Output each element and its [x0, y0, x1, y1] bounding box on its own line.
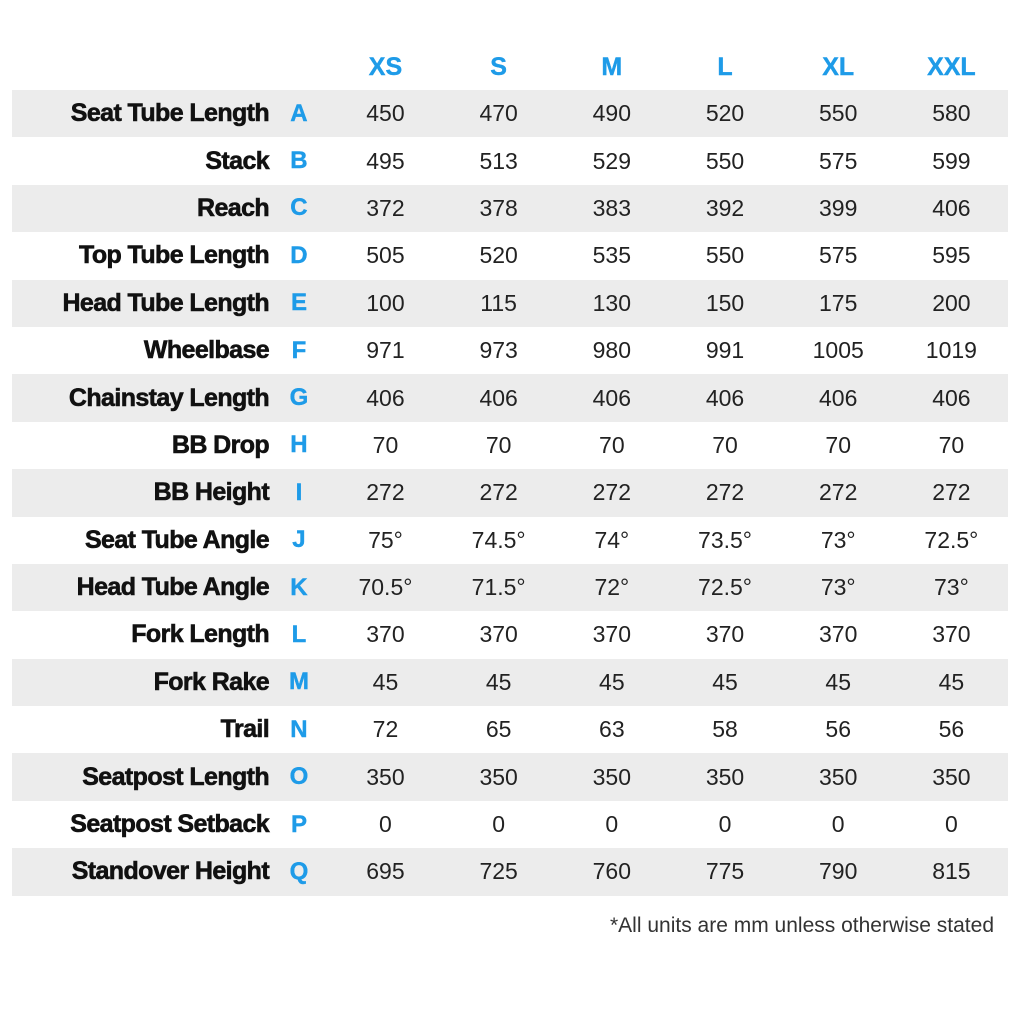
- table-row: [12, 374, 1008, 421]
- row-label: BB Drop: [171, 430, 270, 459]
- row-label: Head Tube Length: [62, 288, 270, 317]
- table-cell: 72.5°: [924, 526, 979, 553]
- table-cell: 370: [932, 621, 971, 648]
- table-cell: 115: [480, 289, 517, 316]
- table-cell: 370: [705, 621, 745, 648]
- table-cell: 760: [592, 858, 632, 885]
- table-cell: 73°: [934, 574, 969, 601]
- table-cell: 406: [592, 384, 632, 411]
- table-cell: 350: [705, 763, 745, 790]
- table-cell: 0: [379, 811, 392, 838]
- table-cell: 272: [592, 479, 632, 506]
- table-cell: 0: [492, 811, 506, 838]
- table-cell: 370: [479, 621, 518, 648]
- table-cell: 495: [366, 147, 405, 174]
- table-row: [12, 801, 1008, 848]
- table-row: [12, 659, 1008, 706]
- table-cell: 575: [819, 147, 858, 174]
- table-cell: 370: [819, 621, 858, 648]
- row-label: Trail: [220, 715, 270, 744]
- row-label: Stack: [205, 146, 270, 175]
- table-cell: 45: [712, 668, 738, 695]
- table-cell: 70.5°: [358, 574, 413, 601]
- table-cell: 406: [932, 384, 971, 411]
- table-cell: 406: [479, 384, 518, 411]
- size-header-s: S: [490, 52, 507, 81]
- table-row: [12, 564, 1008, 611]
- table-cell: 70: [938, 431, 965, 458]
- row-letter: F: [291, 336, 307, 364]
- row-label: Chainstay Length: [68, 383, 270, 412]
- table-cell: 65: [485, 716, 512, 743]
- table-row: [12, 280, 1008, 327]
- table-cell: 272: [366, 479, 405, 506]
- table-cell: 45: [372, 668, 399, 695]
- size-header-xxl: XXL: [927, 52, 976, 81]
- table-cell: 370: [366, 621, 405, 648]
- table-cell: 971: [366, 337, 405, 364]
- table-cell: 350: [479, 763, 518, 790]
- table-cell: 45: [938, 668, 965, 695]
- table-cell: 73°: [820, 526, 856, 553]
- row-label: Head Tube Angle: [76, 573, 270, 602]
- table-cell: 535: [592, 242, 632, 269]
- table-cell: 550: [705, 147, 745, 174]
- table-cell: 450: [366, 100, 405, 127]
- table-cell: 175: [819, 289, 858, 316]
- table-row: [12, 232, 1008, 279]
- table-cell: 513: [479, 147, 518, 174]
- row-letter: O: [289, 763, 309, 791]
- table-cell: 272: [705, 479, 745, 506]
- table-cell: 0: [605, 811, 619, 838]
- table-cell: 73.5°: [698, 526, 752, 553]
- table-cell: 70: [712, 431, 738, 458]
- units-footnote: *All units are mm unless otherwise stated: [610, 914, 994, 937]
- table-cell: 980: [592, 337, 632, 364]
- row-letter: J: [292, 526, 306, 554]
- row-letter: Q: [289, 857, 309, 885]
- table-cell: 580: [932, 100, 971, 127]
- table-cell: 599: [932, 147, 971, 174]
- table-row: [12, 706, 1008, 753]
- table-cell: 550: [705, 242, 745, 269]
- table-cell: 72: [372, 716, 399, 743]
- row-letter: N: [290, 715, 308, 743]
- table-cell: 350: [932, 763, 971, 790]
- table-cell: 74°: [594, 526, 630, 553]
- table-cell: 695: [366, 858, 405, 885]
- row-letter: C: [290, 194, 308, 222]
- row-label: Top Tube Length: [79, 241, 270, 270]
- table-row: [12, 848, 1008, 895]
- table-row: [12, 185, 1008, 232]
- table-cell: 272: [479, 479, 518, 506]
- table-cell: 70: [372, 431, 399, 458]
- table-cell: 45: [485, 668, 512, 695]
- table-cell: 406: [705, 384, 745, 411]
- table-cell: 550: [819, 100, 858, 127]
- row-letter: K: [290, 573, 308, 601]
- table-cell: 505: [366, 242, 405, 269]
- table-cell: 71.5°: [471, 574, 526, 601]
- table-cell: 0: [831, 811, 845, 838]
- table-cell: 991: [705, 337, 745, 364]
- row-label: Seat Tube Length: [70, 99, 270, 128]
- table-cell: 73°: [820, 574, 856, 601]
- row-letter: G: [289, 384, 309, 412]
- row-letter: E: [290, 289, 307, 317]
- table-cell: 45: [599, 668, 625, 695]
- size-header-row: [12, 44, 1008, 90]
- row-label: Fork Rake: [153, 667, 270, 696]
- table-cell: 775: [705, 858, 745, 885]
- table-cell: 130: [592, 289, 632, 316]
- table-cell: 815: [932, 858, 971, 885]
- table-cell: 70: [825, 431, 851, 458]
- size-header-xs: XS: [368, 52, 403, 81]
- table-cell: 150: [705, 289, 745, 316]
- row-label: Seat Tube Angle: [84, 525, 270, 554]
- row-label: Standover Height: [71, 857, 270, 886]
- row-label: Reach: [197, 193, 270, 222]
- row-letter: L: [291, 620, 307, 648]
- table-body: [12, 90, 1008, 896]
- size-header-xl: XL: [822, 52, 855, 81]
- row-label: Seatpost Setback: [70, 810, 270, 839]
- table-cell: 350: [592, 763, 632, 790]
- table-row: [12, 327, 1008, 374]
- table-cell: 0: [944, 811, 958, 838]
- table-cell: 63: [599, 716, 625, 743]
- row-label: BB Height: [153, 478, 270, 507]
- table-cell: 45: [825, 668, 851, 695]
- table-cell: 490: [592, 100, 632, 127]
- table-cell: 790: [819, 858, 858, 885]
- table-cell: 520: [705, 100, 745, 127]
- row-letter: B: [290, 147, 308, 175]
- table-cell: 378: [479, 194, 518, 221]
- row-label: Fork Length: [131, 620, 270, 649]
- table-row: [12, 90, 1008, 137]
- row-letter: M: [288, 668, 309, 696]
- table-cell: 399: [819, 194, 858, 221]
- table-row: [12, 422, 1008, 469]
- table-cell: 56: [825, 716, 851, 743]
- table-cell: 406: [366, 384, 405, 411]
- table-cell: 350: [819, 763, 858, 790]
- table-row: [12, 753, 1008, 800]
- table-row: [12, 137, 1008, 184]
- table-cell: 0: [718, 811, 732, 838]
- table-cell: 70: [599, 431, 625, 458]
- table-cell: 529: [592, 147, 632, 174]
- table-cell: 383: [592, 194, 632, 221]
- size-header-l: L: [717, 52, 733, 81]
- table-cell: 100: [366, 289, 405, 316]
- table-cell: 350: [366, 763, 405, 790]
- table-cell: 406: [932, 194, 971, 221]
- table-cell: 272: [932, 479, 971, 506]
- table-cell: 58: [712, 716, 738, 743]
- row-label: Seatpost Length: [82, 762, 270, 791]
- row-letter: A: [290, 99, 308, 127]
- table-cell: 272: [819, 479, 858, 506]
- table-cell: 725: [479, 858, 518, 885]
- table-cell: 56: [938, 716, 965, 743]
- table-cell: 1019: [925, 337, 977, 364]
- table-row: [12, 611, 1008, 658]
- table-cell: 406: [819, 384, 858, 411]
- table-cell: 70: [485, 431, 512, 458]
- table-row: [12, 469, 1008, 516]
- table-cell: 520: [479, 242, 518, 269]
- table-row: [12, 517, 1008, 564]
- table-cell: 595: [932, 242, 971, 269]
- table-cell: 72°: [594, 574, 630, 601]
- table-cell: 470: [479, 100, 518, 127]
- table-cell: 1005: [812, 337, 864, 364]
- table-cell: 370: [592, 621, 632, 648]
- row-letter: P: [290, 810, 307, 838]
- geometry-table: [12, 44, 1008, 896]
- table-cell: 575: [819, 242, 858, 269]
- table-cell: 75°: [368, 526, 403, 553]
- table-cell: 392: [705, 194, 745, 221]
- table-cell: 74.5°: [471, 526, 526, 553]
- table-cell: 973: [479, 337, 518, 364]
- row-label: Wheelbase: [143, 336, 270, 365]
- row-letter: D: [290, 241, 308, 269]
- table-cell: 200: [932, 289, 971, 316]
- table-cell: 372: [366, 194, 405, 221]
- size-header-m: M: [601, 52, 623, 81]
- row-letter: I: [295, 478, 303, 506]
- row-letter: H: [290, 431, 308, 459]
- table-cell: 72.5°: [698, 574, 752, 601]
